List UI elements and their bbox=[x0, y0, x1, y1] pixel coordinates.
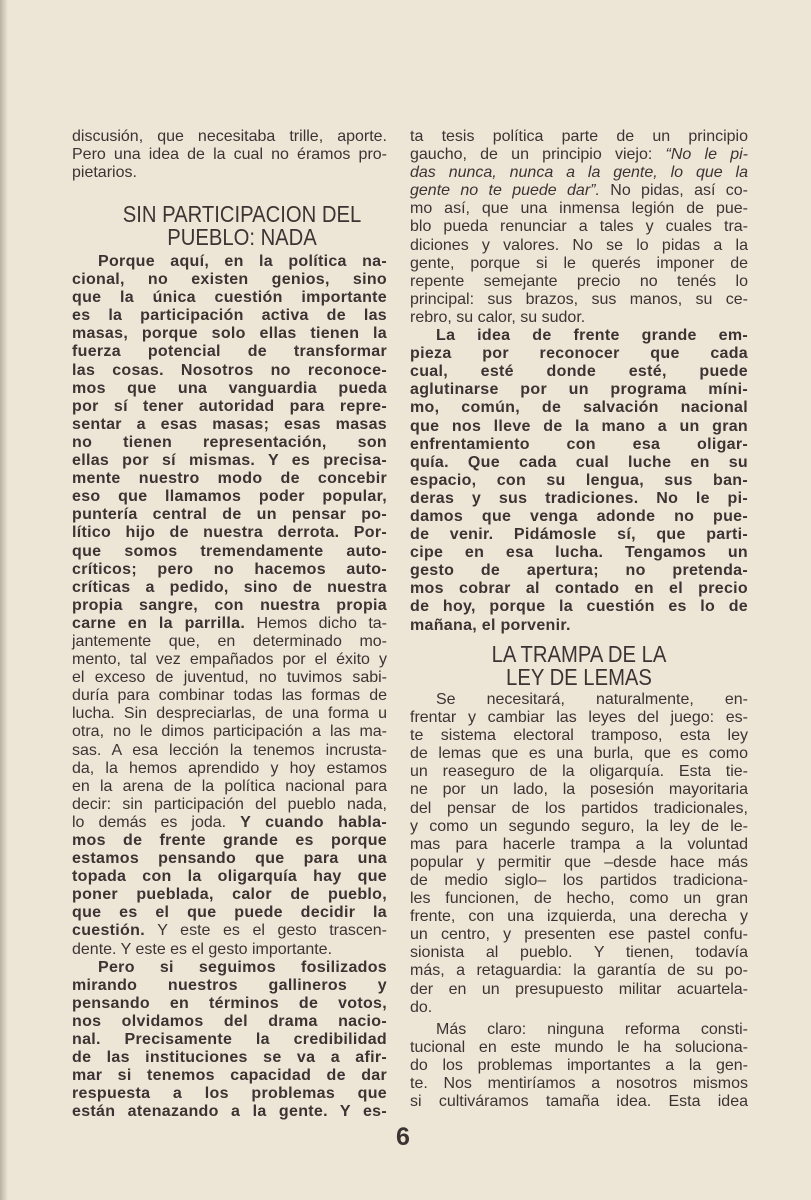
text-segment: tucional en este mundo le ha soluciona- bbox=[410, 1039, 748, 1057]
text-segment: de venir. Pidámosle sí, que parti- bbox=[410, 526, 748, 544]
text-line bbox=[72, 742, 387, 760]
text-segment: aglutinarse por un programa míni- bbox=[410, 381, 748, 399]
text-segment: no tienen representación, son bbox=[72, 433, 387, 451]
text-line bbox=[72, 434, 387, 452]
text-line bbox=[72, 579, 387, 597]
text-segment: poner pueblada, calor de pueblo, bbox=[72, 886, 387, 904]
text-segment: mirando nuestros gallineros y bbox=[72, 976, 387, 994]
text-segment: dente. Y este es el gesto importante. bbox=[72, 940, 333, 958]
page-fold-shadow bbox=[0, 0, 8, 1200]
text-line bbox=[410, 146, 748, 164]
right-column-body-text bbox=[410, 691, 748, 1017]
text-line bbox=[72, 343, 387, 361]
text-segment: gente, porque si le querés imponer de bbox=[410, 254, 748, 272]
text-segment: sas. A esa lección la tenemos incrusta- bbox=[72, 741, 387, 759]
text-segment: les funcionen, de hecho, como un gran bbox=[410, 890, 748, 908]
text-segment: enfrentamiento con esa oligar- bbox=[410, 435, 748, 453]
text-line bbox=[410, 309, 748, 327]
text-line bbox=[72, 633, 387, 651]
page-number: 6 bbox=[396, 1123, 410, 1151]
text-line bbox=[72, 778, 387, 796]
text-line bbox=[72, 164, 387, 182]
text-line bbox=[72, 1013, 387, 1031]
text-line bbox=[72, 922, 387, 940]
text-line bbox=[410, 490, 748, 508]
text-segment: un reaseguro de la oligarquía. Esta tie- bbox=[410, 763, 748, 781]
text-line bbox=[410, 562, 748, 580]
text-segment: de medio siglo– los partidos tradiciona- bbox=[410, 871, 748, 889]
text-line bbox=[410, 890, 748, 908]
heading-line: PUEBLO: NADA bbox=[167, 224, 317, 250]
text-segment: ne por un lado, la posesión mayoritaria bbox=[410, 781, 748, 799]
text-line bbox=[72, 1067, 387, 1085]
text-segment: mar si tenemos capacidad de dar bbox=[72, 1067, 387, 1085]
text-segment: Hemos dicho ta- bbox=[245, 614, 387, 632]
text-segment: más, a retaguardia: la garantía de su po- bbox=[410, 962, 748, 980]
text-line bbox=[72, 850, 387, 868]
text-line bbox=[410, 526, 748, 544]
text-segment: otra, no le dimos participación a las ma- bbox=[72, 723, 387, 741]
text-segment: mente nuestro modo de concebir bbox=[72, 470, 387, 488]
text-line bbox=[410, 418, 748, 436]
text-segment: por sí tener autoridad para repre- bbox=[72, 397, 387, 415]
text-segment: Y este es el gesto trascen- bbox=[144, 922, 387, 940]
text-line bbox=[410, 1021, 748, 1039]
text-segment: der en un presupuesto militar acuartela- bbox=[410, 980, 748, 998]
text-line bbox=[410, 218, 748, 236]
text-segment: sentar a esas masas; esas masas bbox=[72, 415, 387, 433]
text-line bbox=[410, 164, 748, 182]
text-line bbox=[72, 398, 387, 416]
text-segment: frentar y cambiar las leyes del juego: es- bbox=[410, 709, 748, 727]
text-line bbox=[72, 868, 387, 886]
text-segment: diciones y valores. No se lo pidas a la bbox=[410, 236, 748, 254]
text-line bbox=[72, 615, 387, 633]
text-segment: mos cobrar al contado en el precio bbox=[410, 580, 748, 598]
text-line bbox=[410, 237, 748, 255]
text-segment: Más claro: ninguna reforma consti- bbox=[436, 1021, 748, 1038]
text-segment: carne en la parrilla. bbox=[72, 614, 246, 632]
text-segment: si cultiváramos tamaña idea. Esta idea bbox=[410, 1093, 748, 1111]
text-line bbox=[72, 1085, 387, 1103]
text-line bbox=[72, 325, 387, 343]
text-line bbox=[72, 814, 387, 832]
text-line bbox=[410, 345, 748, 363]
text-line bbox=[410, 745, 748, 763]
text-line bbox=[410, 182, 748, 200]
text-line bbox=[72, 977, 387, 995]
text-segment: te. Nos mentiríamos a nosotros mismos bbox=[410, 1075, 748, 1093]
text-line bbox=[72, 959, 387, 977]
text-line bbox=[72, 561, 387, 579]
text-segment: lucha. Sin despreciarlas, de una forma u bbox=[72, 705, 387, 723]
text-line bbox=[72, 452, 387, 470]
text-line bbox=[410, 617, 748, 635]
text-segment: Y cuando habla- bbox=[240, 813, 387, 831]
text-line bbox=[72, 941, 387, 959]
text-line bbox=[72, 1103, 387, 1121]
text-segment: del pensar de los partidos tradicionales, bbox=[410, 799, 748, 817]
text-line bbox=[410, 128, 748, 146]
text-line bbox=[410, 255, 748, 273]
text-segment: Pero si seguimos fosilizados bbox=[98, 958, 387, 976]
text-segment: mento, tal vez empañados por el éxito y bbox=[72, 651, 387, 669]
text-segment: están atenazando a la gente. Y es- bbox=[72, 1103, 387, 1121]
text-segment: No pidas, así co- bbox=[599, 182, 748, 200]
text-segment: mañana, el porvenir. bbox=[410, 616, 571, 634]
text-line bbox=[410, 691, 748, 709]
text-segment: cional, no existen genios, sino bbox=[72, 271, 387, 289]
text-line bbox=[410, 454, 748, 472]
text-segment: cual, esté donde esté, puede bbox=[410, 363, 748, 381]
text-line bbox=[410, 781, 748, 799]
text-segment: mo, común, de salvación nacional bbox=[410, 399, 748, 417]
text-line bbox=[410, 381, 748, 399]
text-line bbox=[72, 669, 387, 687]
text-line bbox=[72, 705, 387, 723]
text-segment: do. bbox=[410, 998, 433, 1016]
text-line bbox=[410, 580, 748, 598]
text-line bbox=[72, 416, 387, 434]
text-line bbox=[410, 944, 748, 962]
text-segment: frente, con una izquierda, una derecha y bbox=[410, 908, 748, 926]
text-segment: en la arena de la política nacional para bbox=[72, 777, 387, 795]
heading-line: LA TRAMPA DE LA bbox=[491, 641, 667, 667]
text-line bbox=[410, 273, 748, 291]
text-segment: mo así, que una inmensa legión de pue- bbox=[410, 200, 748, 218]
heading-line: SIN PARTICIPACION DEL bbox=[122, 201, 362, 227]
text-line bbox=[410, 709, 748, 727]
left-column-body-text bbox=[72, 253, 387, 1122]
text-segment: un centro, y presenten ese pastel confu- bbox=[410, 926, 748, 944]
text-line bbox=[410, 1075, 748, 1093]
text-segment: espacio, con su lengua, sus ban- bbox=[410, 471, 748, 489]
text-segment: deras y sus tradiciones. No le pi- bbox=[410, 489, 748, 507]
right-column-closing-text bbox=[410, 1021, 748, 1111]
text-segment: masas, porque solo ellas tienen la bbox=[72, 325, 387, 343]
text-line bbox=[72, 597, 387, 615]
text-line bbox=[72, 796, 387, 814]
text-line bbox=[410, 1039, 748, 1057]
text-segment: sionista al pueblo. Y tienen, todavía bbox=[410, 944, 748, 962]
text-line bbox=[410, 836, 748, 854]
text-segment: pietarios. bbox=[72, 164, 137, 182]
text-line bbox=[72, 832, 387, 850]
text-segment: damos que venga adonde no pue- bbox=[410, 507, 748, 525]
text-line bbox=[410, 926, 748, 944]
text-line bbox=[410, 1057, 748, 1075]
text-segment: mos de frente grande es porque bbox=[72, 832, 387, 849]
text-line bbox=[72, 723, 387, 741]
text-line bbox=[410, 727, 748, 745]
text-line bbox=[410, 200, 748, 218]
text-segment: el exceso de juventud, no tuvimos sabi- bbox=[72, 669, 387, 687]
text-line bbox=[72, 524, 387, 542]
text-segment: “No le pi- bbox=[665, 146, 748, 164]
left-column-opening-text bbox=[72, 128, 387, 182]
text-segment: cuestión. bbox=[72, 922, 145, 940]
text-line bbox=[72, 543, 387, 561]
text-segment: topada con la oligarquía hay que bbox=[72, 868, 387, 886]
text-segment: das nunca, nunca a la gente, lo que la bbox=[410, 164, 748, 182]
text-segment: rebro, su calor, su sudor. bbox=[410, 308, 586, 326]
text-segment: repente semejante precio no tenés lo bbox=[410, 272, 748, 290]
text-segment: gaucho, de un principio viejo: bbox=[410, 146, 666, 164]
text-line bbox=[410, 962, 748, 980]
text-line bbox=[72, 271, 387, 289]
text-segment: lo demás es joda. bbox=[72, 813, 241, 831]
text-segment: respuesta a los problemas que bbox=[72, 1085, 387, 1103]
text-segment: críticas a pedido, sino de nuestra bbox=[72, 578, 387, 596]
text-segment: de lemas que es una burla, que es como bbox=[410, 745, 748, 763]
text-line bbox=[72, 307, 387, 325]
text-segment: críticos; pero no hacemos auto- bbox=[72, 560, 387, 578]
text-segment: jantemente que, en determinado mo- bbox=[72, 632, 387, 650]
text-segment: Pero una idea de la cual no éramos pro- bbox=[72, 146, 387, 164]
text-segment: popular y permitir que –desde hace más bbox=[410, 853, 748, 871]
text-segment: estamos pensando que para una bbox=[72, 850, 387, 868]
text-line bbox=[410, 854, 748, 872]
section-heading-sin-participacion bbox=[92, 203, 391, 249]
text-line bbox=[72, 362, 387, 380]
text-segment: nal. Precisamente la credibilidad bbox=[72, 1031, 387, 1049]
text-line bbox=[410, 999, 748, 1017]
text-line bbox=[72, 289, 387, 307]
text-line bbox=[410, 472, 748, 490]
text-segment: te sistema electoral tramposo, esta ley bbox=[410, 727, 748, 745]
text-segment: Porque aquí, en la política na- bbox=[98, 253, 387, 270]
text-segment: lítico hijo de nuestra derrota. Por- bbox=[72, 524, 387, 542]
text-segment: da, la hemos aprendido y hoy estamos bbox=[72, 759, 387, 777]
text-line bbox=[410, 872, 748, 890]
text-line bbox=[410, 763, 748, 781]
text-segment: Se necesitará, naturalmente, en- bbox=[436, 691, 748, 708]
text-line bbox=[410, 508, 748, 526]
text-line bbox=[410, 1093, 748, 1111]
text-segment: mos que una vanguardia pueda bbox=[72, 379, 387, 397]
text-segment: quía. Que cada cual luche en su bbox=[410, 453, 748, 471]
text-line bbox=[410, 327, 748, 345]
text-line bbox=[72, 995, 387, 1013]
text-line bbox=[72, 128, 387, 146]
text-segment: es la participación activa de las bbox=[72, 307, 387, 325]
text-segment: de las instituciones se va a afir- bbox=[72, 1049, 387, 1067]
text-line bbox=[72, 146, 387, 164]
text-segment: que es el que puede decidir la bbox=[72, 904, 387, 922]
text-segment: do los problemas importantes a la gen- bbox=[410, 1057, 748, 1075]
text-segment: decir: sin participación del pueblo nada, bbox=[72, 795, 387, 813]
text-line bbox=[410, 818, 748, 836]
text-line bbox=[72, 687, 387, 705]
text-segment: cipe en esa lucha. Tengamos un bbox=[410, 544, 748, 562]
text-segment: propia sangre, con nuestra propia bbox=[72, 596, 387, 614]
text-segment: duría para combinar todas las formas de bbox=[72, 687, 387, 705]
right-column-opening-text bbox=[410, 128, 748, 635]
text-line bbox=[410, 399, 748, 417]
heading-line: LEY DE LEMAS bbox=[506, 664, 652, 690]
text-line bbox=[72, 1049, 387, 1067]
text-line bbox=[410, 544, 748, 562]
text-line bbox=[72, 1031, 387, 1049]
text-segment: de hoy, porque la cuestión es lo de bbox=[410, 598, 748, 616]
text-line bbox=[410, 436, 748, 454]
text-segment: fuerza potencial de transformar bbox=[72, 343, 387, 361]
text-line bbox=[410, 363, 748, 381]
text-line bbox=[72, 380, 387, 398]
text-line bbox=[410, 800, 748, 818]
text-line bbox=[72, 506, 387, 524]
text-segment: discusión, que necesitaba trille, aporte. bbox=[72, 128, 387, 145]
text-segment: que somos tremendamente auto- bbox=[72, 542, 387, 560]
text-line bbox=[72, 886, 387, 904]
text-line bbox=[410, 981, 748, 999]
text-line bbox=[72, 470, 387, 488]
text-segment: gesto de apertura; no pretenda- bbox=[410, 562, 748, 580]
text-segment: pensando en términos de votos, bbox=[72, 994, 387, 1012]
text-segment: y como un segundo seguro, la ley de le- bbox=[410, 817, 748, 835]
text-line bbox=[410, 291, 748, 309]
text-segment: mas para hacerle trampa a la voluntad bbox=[410, 835, 748, 853]
text-segment: La idea de frente grande em- bbox=[436, 327, 748, 345]
text-segment: principal: sus brazos, sus manos, su ce- bbox=[410, 290, 748, 308]
text-segment: pieza por reconocer que cada bbox=[410, 345, 748, 363]
text-segment: ellas por sí mismas. Y es precisa- bbox=[72, 452, 387, 470]
text-line bbox=[72, 760, 387, 778]
text-line bbox=[72, 651, 387, 669]
text-segment: puntería central de un pensar po- bbox=[72, 506, 387, 524]
text-segment: blo pueda renunciar a tales y cuales tra- bbox=[410, 218, 748, 236]
text-line bbox=[410, 598, 748, 616]
text-segment: eso que llamamos poder popular, bbox=[72, 488, 387, 506]
text-line bbox=[410, 908, 748, 926]
text-line bbox=[72, 904, 387, 922]
text-segment: las cosas. Nosotros no reconoce- bbox=[72, 361, 387, 379]
text-segment: gente no te puede dar”. bbox=[410, 182, 600, 200]
text-segment: nos olvidamos del drama nacio- bbox=[72, 1012, 387, 1030]
text-segment: que la única cuestión importante bbox=[72, 289, 387, 307]
text-line bbox=[72, 253, 387, 271]
text-segment: que nos lleve de la mano a un gran bbox=[410, 417, 748, 435]
text-line bbox=[72, 488, 387, 506]
text-segment: ta tesis política parte de un principio bbox=[410, 128, 748, 145]
section-heading-trampa-ley-de-lemas bbox=[430, 643, 727, 689]
